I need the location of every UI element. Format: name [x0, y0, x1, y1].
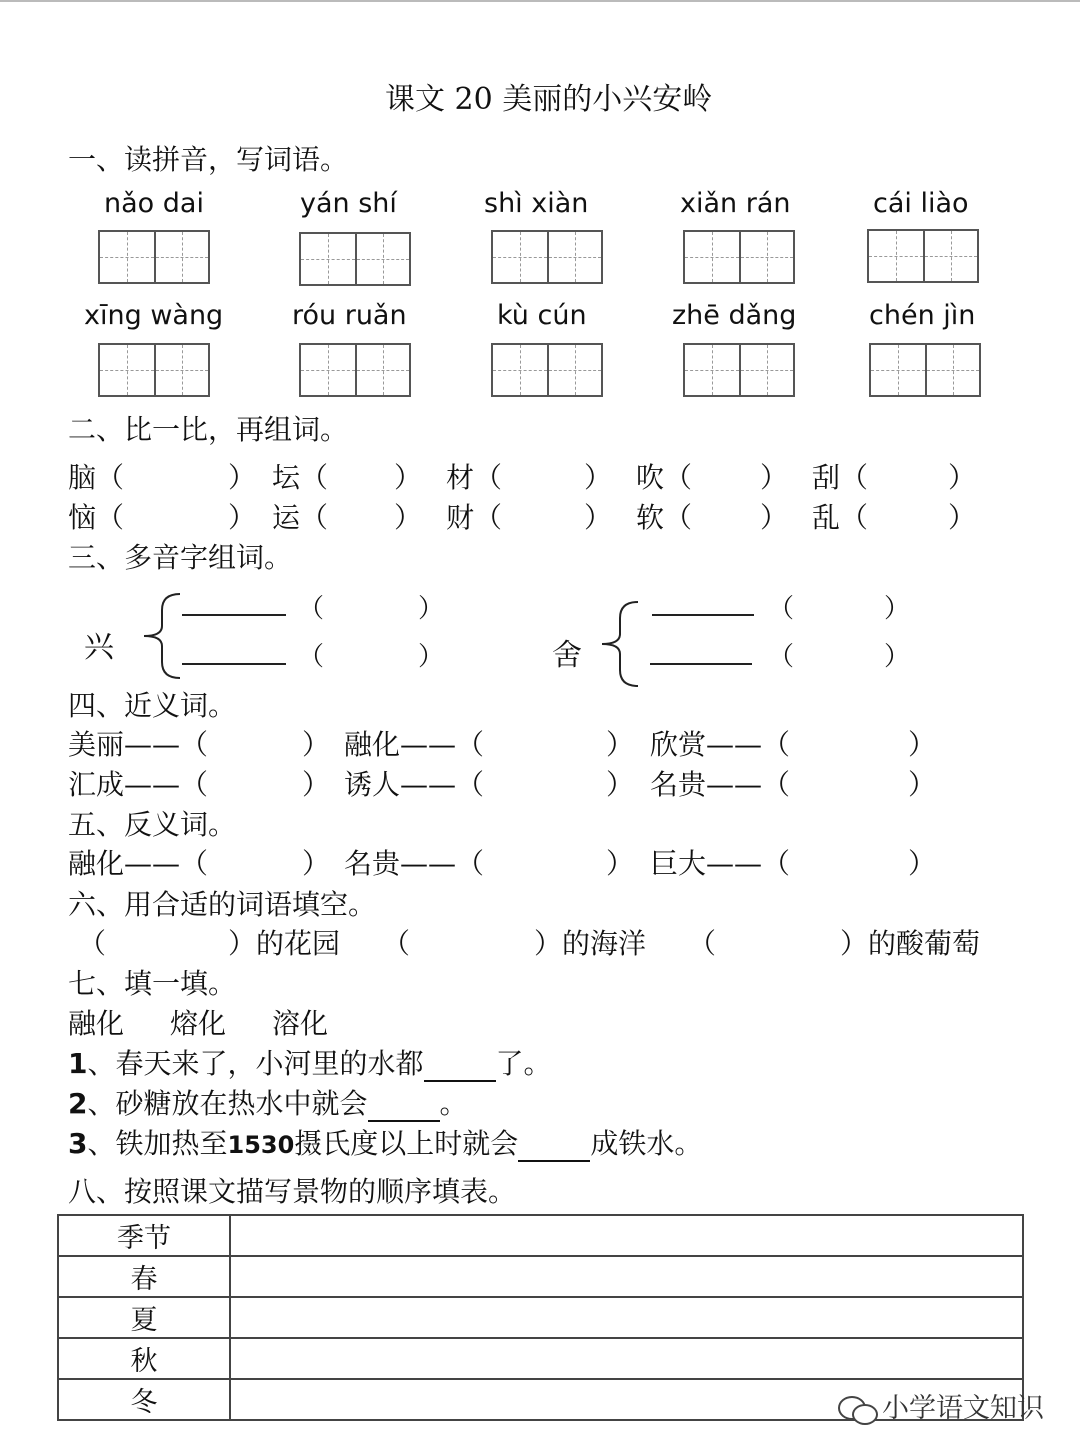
pinyin-label: nǎo dai: [104, 188, 204, 219]
writing-grid[interactable]: [299, 232, 411, 286]
synonym-item: 欣赏——（: [650, 728, 791, 761]
fill-word-paren: （: [382, 927, 411, 960]
left-paren: （: [768, 642, 795, 672]
question-text: 成铁水。: [590, 1127, 703, 1160]
polyphone-char: 兴: [84, 630, 114, 665]
question-text: 、春天来了，小河里的水都: [87, 1047, 424, 1080]
table-label-cell: 冬: [58, 1379, 230, 1420]
question-1: [68, 1042, 552, 1082]
right-paren: ）: [884, 642, 911, 672]
fill-word-paren: （: [688, 927, 717, 960]
compare-paren: ）: [948, 461, 977, 494]
fill-word-item: ）的海洋: [534, 927, 647, 960]
watermark-text: 小学语文知识: [882, 1393, 1044, 1424]
pinyin-label: róu ruǎn: [292, 300, 407, 331]
writing-grid[interactable]: [491, 343, 603, 397]
synonym-item: 融化——（: [344, 728, 485, 761]
word-option: 融化: [68, 1007, 125, 1040]
right-paren: ）: [884, 594, 911, 624]
compare-paren: ）: [228, 461, 257, 494]
right-paren: ）: [418, 642, 445, 672]
question-number: 1: [68, 1047, 88, 1080]
section-1-heading: 一、读拼音，写词语。: [68, 143, 349, 176]
answer-line[interactable]: [182, 614, 286, 616]
synonym-paren: ）: [606, 768, 635, 801]
pinyin-label: cái liào: [873, 188, 969, 219]
compare-paren: ）: [760, 461, 789, 494]
compare-item: 财（: [446, 501, 503, 534]
compare-item: 吹（: [636, 461, 693, 494]
table-label-cell: 秋: [58, 1338, 230, 1379]
left-brace-icon: [140, 592, 184, 680]
table-row: [58, 1215, 1023, 1256]
synonym-item: 诱人——（: [344, 768, 485, 801]
question-2: [68, 1082, 468, 1122]
compare-paren: ）: [948, 501, 977, 534]
question-number: 2: [68, 1087, 88, 1120]
word-option: 溶化: [272, 1007, 329, 1040]
antonym-item: 巨大——（: [650, 847, 791, 880]
synonym-paren: ）: [302, 768, 331, 801]
section-4-heading: 四、近义词。: [68, 689, 237, 722]
compare-paren: ）: [760, 501, 789, 534]
compare-item: 刮（: [812, 461, 869, 494]
section-3-heading: 三、多音字组词。: [68, 541, 293, 574]
pinyin-label: xiǎn rán: [680, 188, 791, 219]
writing-grid[interactable]: [683, 343, 795, 397]
writing-grid[interactable]: [299, 343, 411, 397]
question-text: 、砂糖放在热水中就会: [87, 1087, 368, 1120]
fill-word-item: ）的酸葡萄: [840, 927, 981, 960]
answer-blank[interactable]: [424, 1052, 496, 1082]
antonym-paren: ）: [302, 847, 331, 880]
antonym-item: 融化——（: [68, 847, 209, 880]
question-text: 摄氏度以上时就会: [294, 1127, 519, 1160]
section-6-heading: 六、用合适的词语填空。: [68, 888, 377, 921]
table-row: [58, 1338, 1023, 1379]
writing-grid[interactable]: [869, 343, 981, 397]
section-7-heading: 七、填一填。: [68, 967, 237, 1000]
question-number-value: 1530: [227, 1131, 295, 1159]
pinyin-label: shì xiàn: [484, 188, 589, 219]
table-row: [58, 1256, 1023, 1297]
table-input-cell[interactable]: [230, 1338, 1023, 1379]
compare-paren: ）: [394, 501, 423, 534]
question-text: 了。: [495, 1047, 552, 1080]
compare-paren: ）: [394, 461, 423, 494]
synonym-paren: ）: [302, 728, 331, 761]
left-brace-icon: [598, 600, 642, 688]
table-input-cell[interactable]: [230, 1215, 1023, 1256]
table-label-cell: 夏: [58, 1297, 230, 1338]
table-input-cell[interactable]: [230, 1256, 1023, 1297]
compare-item: 乱（: [812, 501, 869, 534]
writing-grid[interactable]: [867, 229, 979, 283]
answer-line[interactable]: [182, 663, 286, 665]
compare-paren: ）: [584, 501, 613, 534]
pinyin-label: chén jìn: [869, 300, 976, 331]
table-label-cell: 春: [58, 1256, 230, 1297]
answer-blank[interactable]: [518, 1132, 590, 1162]
synonym-paren: ）: [908, 768, 937, 801]
question-3: [68, 1122, 702, 1162]
table-header-cell: 季节: [58, 1215, 230, 1256]
left-paren: （: [768, 594, 795, 624]
compare-item: 恼（: [68, 501, 125, 534]
compare-item: 运（: [272, 501, 329, 534]
table-input-cell[interactable]: [230, 1297, 1023, 1338]
writing-grid[interactable]: [98, 230, 210, 284]
pinyin-label: kù cún: [497, 300, 587, 331]
section-5-heading: 五、反义词。: [68, 808, 237, 841]
watermark: [838, 1386, 1044, 1425]
synonym-item: 名贵——（: [650, 768, 791, 801]
section-2-heading: 二、比一比，再组词。: [68, 413, 349, 446]
pinyin-label: yán shí: [300, 188, 397, 219]
table-row: [58, 1297, 1023, 1338]
question-number: 3: [68, 1127, 88, 1160]
synonym-item: 美丽——（: [68, 728, 209, 761]
left-paren: （: [298, 642, 325, 672]
question-text: 、铁加热至: [87, 1127, 228, 1160]
page-title: 课文 20 美丽的小兴安岭: [385, 82, 713, 117]
right-paren: ）: [418, 594, 445, 624]
pinyin-label: zhē dǎng: [672, 300, 797, 331]
answer-blank[interactable]: [368, 1092, 440, 1122]
antonym-paren: ）: [606, 847, 635, 880]
writing-grid[interactable]: [491, 230, 603, 284]
synonym-paren: ）: [908, 728, 937, 761]
compare-item: 材（: [446, 461, 503, 494]
fill-word-item: ）的花园: [228, 927, 341, 960]
compare-paren: ）: [228, 501, 257, 534]
answer-line[interactable]: [650, 663, 752, 665]
pinyin-label: xīng wàng: [84, 300, 224, 331]
polyphone-char: 舍: [552, 638, 582, 673]
section-8-heading: 八、按照课文描写景物的顺序填表。: [68, 1175, 517, 1208]
synonym-paren: ）: [606, 728, 635, 761]
compare-item: 脑（: [68, 461, 125, 494]
compare-paren: ）: [584, 461, 613, 494]
compare-item: 坛（: [272, 461, 329, 494]
antonym-item: 名贵——（: [344, 847, 485, 880]
question-text: 。: [439, 1087, 468, 1120]
synonym-item: 汇成——（: [68, 768, 209, 801]
top-border: [0, 0, 1080, 2]
antonym-paren: ）: [908, 847, 937, 880]
answer-line[interactable]: [652, 614, 754, 616]
word-option: 熔化: [170, 1007, 227, 1040]
wechat-icon: [838, 1396, 878, 1424]
writing-grid[interactable]: [683, 230, 795, 284]
compare-item: 软（: [636, 501, 693, 534]
left-paren: （: [298, 594, 325, 624]
fill-word-paren: （: [78, 927, 107, 960]
writing-grid[interactable]: [98, 343, 210, 397]
